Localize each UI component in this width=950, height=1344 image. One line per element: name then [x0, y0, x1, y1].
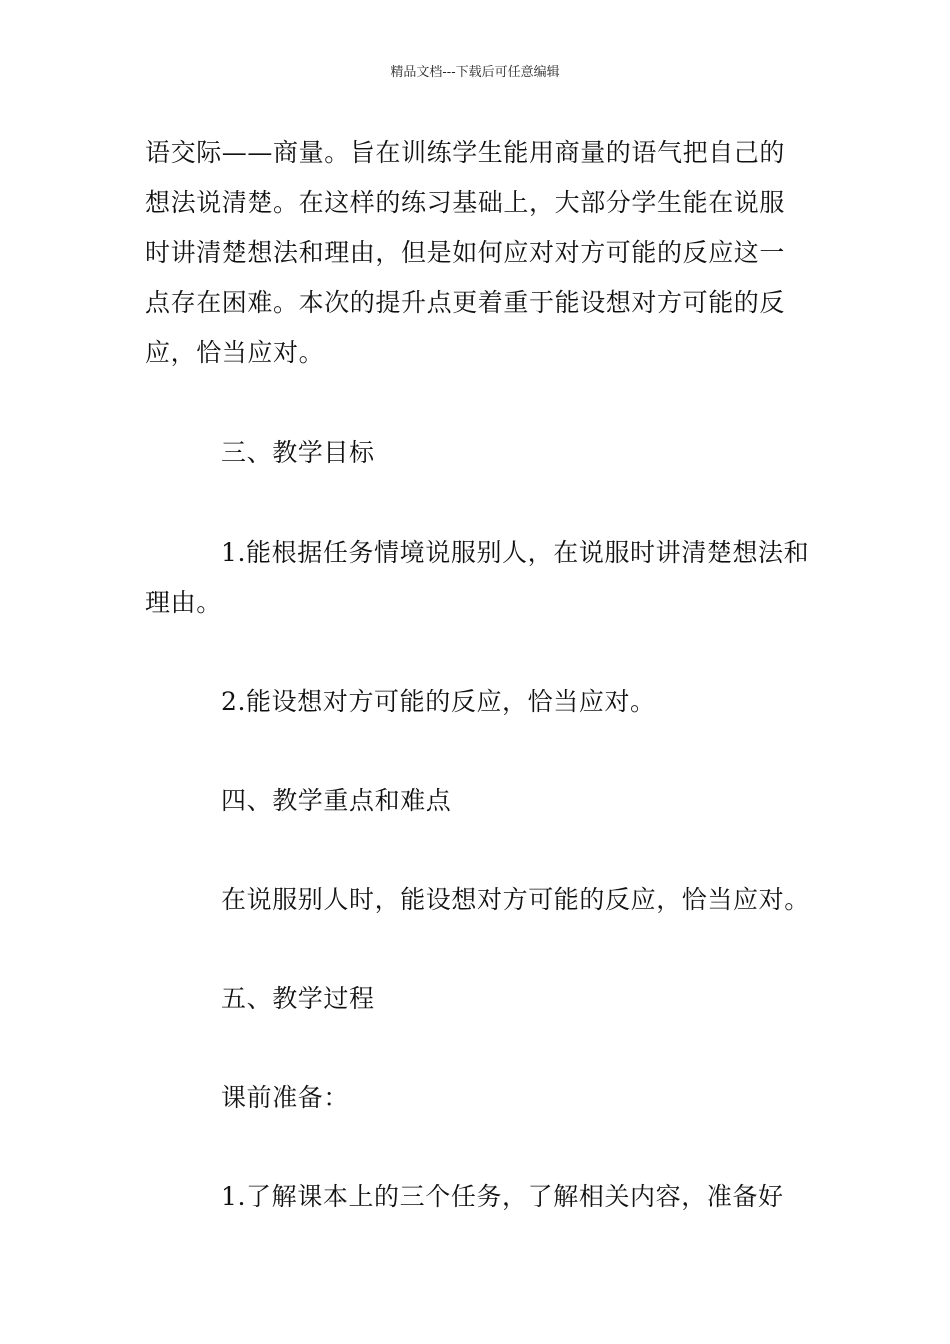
objective-item-2: 2.能设想对方可能的反应，恰当应对。	[221, 687, 656, 716]
objective-item-1: 1.能根据任务情境说服别人，在说服时讲清楚想法和理由。	[145, 538, 810, 617]
key-point-paragraph: 在说服别人时，能设想对方可能的反应，恰当应对。	[221, 885, 810, 914]
intro-paragraph: 语交际——商量。旨在训练学生能用商量的语气把自己的想法说清楚。在这样的练习基础上，大部分学生能在说服时讲清楚想法和理由，但是如何应对对方可能的反应这一点存在困难。本次的提升点更着重于能设想对方可能的反应，恰当应对。	[145, 138, 786, 367]
section-heading-objectives: 三、教学目标	[221, 438, 375, 467]
preparation-item-1: 1.了解课本上的三个任务，了解相关内容，准备好	[221, 1182, 784, 1211]
preparation-label: 课前准备：	[221, 1083, 350, 1112]
page-header: 精品文档---下载后可任意编辑	[390, 65, 560, 80]
section-heading-key-points: 四、教学重点和难点	[221, 786, 452, 815]
document-body	[145, 128, 810, 1222]
section-heading-process: 五、教学过程	[221, 984, 375, 1013]
